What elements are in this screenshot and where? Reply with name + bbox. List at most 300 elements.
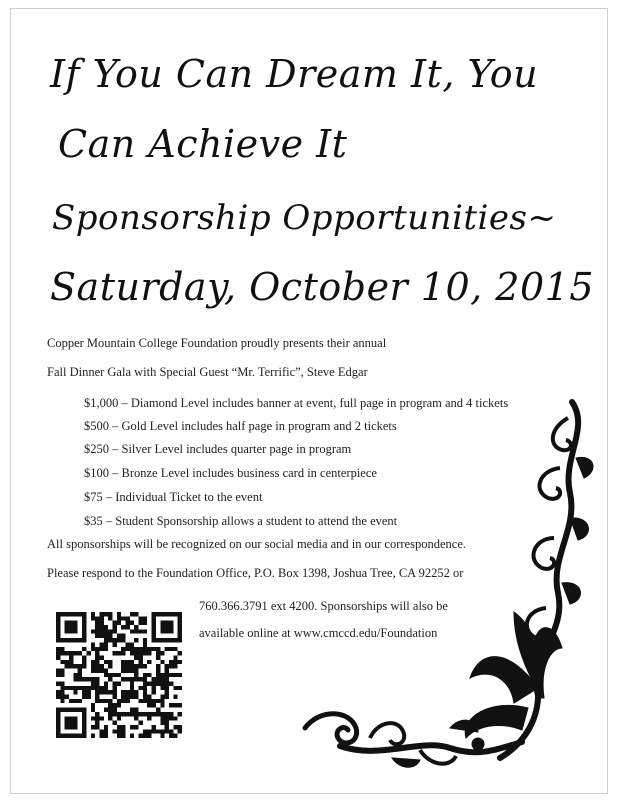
qr-module [112, 682, 116, 686]
qr-module [121, 638, 125, 642]
qr-module [130, 677, 134, 681]
qr-module [152, 729, 156, 733]
qr-module [108, 699, 112, 703]
qr-module [56, 695, 60, 699]
qr-module [78, 677, 82, 681]
qr-module [91, 725, 95, 729]
recognition-note: All sponsorships will be recognized on our social media and in our correspondence. [47, 537, 466, 551]
qr-module [99, 734, 103, 738]
qr-module [82, 677, 86, 681]
qr-module [95, 625, 99, 629]
qr-module [86, 690, 90, 694]
qr-module [130, 612, 134, 616]
qr-module [56, 690, 60, 694]
qr-module [82, 655, 86, 659]
qr-module [99, 664, 103, 668]
qr-module [169, 712, 173, 716]
qr-module [160, 703, 164, 707]
qr-module [130, 708, 134, 712]
qr-module [160, 721, 164, 725]
qr-module [165, 668, 169, 672]
qr-module [126, 616, 130, 620]
qr-module [104, 647, 108, 651]
qr-module [95, 712, 99, 716]
qr-module [108, 638, 112, 642]
qr-module [169, 734, 173, 738]
qr-module [112, 686, 116, 690]
qr-module [112, 721, 116, 725]
qr-module [173, 647, 177, 651]
level-diamond: $1,000 – Diamond Level includes banner at event, full page in program and 4 tickets [84, 396, 509, 410]
qr-module [82, 660, 86, 664]
qr-module [126, 664, 130, 668]
qr-module [117, 682, 121, 686]
qr-module [91, 682, 95, 686]
phone-note: 760.366.3791 ext 4200. Sponsorships will also be [199, 599, 448, 613]
qr-module [160, 686, 164, 690]
qr-module [121, 699, 125, 703]
qr-module [117, 634, 121, 638]
qr-module [73, 651, 77, 655]
qr-module [112, 625, 116, 629]
qr-module [134, 668, 138, 672]
qr-module [56, 647, 60, 651]
qr-module [134, 716, 138, 720]
qr-module [99, 621, 103, 625]
qr-module [65, 664, 69, 668]
qr-module [69, 664, 73, 668]
qr-module [78, 686, 82, 690]
qr-module [104, 629, 108, 633]
qr-module [139, 721, 143, 725]
qr-module [173, 716, 177, 720]
qr-module [117, 612, 121, 616]
qr-module [60, 647, 64, 651]
qr-module [165, 712, 169, 716]
qr-module [91, 642, 95, 646]
qr-module [134, 673, 138, 677]
qr-module [117, 734, 121, 738]
qr-module [139, 660, 143, 664]
level-bronze: $100 – Bronze Level includes business card in centerpiece [84, 466, 377, 480]
qr-module [130, 682, 134, 686]
qr-module [143, 729, 147, 733]
qr-module [134, 629, 138, 633]
qr-module [139, 616, 143, 620]
qr-module [56, 651, 60, 655]
qr-module [117, 699, 121, 703]
qr-module [95, 621, 99, 625]
qr-module [143, 677, 147, 681]
qr-module [178, 651, 182, 655]
qr-module [104, 642, 108, 646]
qr-module [82, 686, 86, 690]
qr-module [165, 729, 169, 733]
qr-module [139, 686, 143, 690]
level-student: $35 – Student Sponsorship allows a student to attend the event [84, 514, 398, 528]
qr-module [99, 729, 103, 733]
qr-module [117, 651, 121, 655]
ornamental-flourish-icon [300, 398, 600, 778]
qr-module [95, 725, 99, 729]
qr-module [104, 673, 108, 677]
qr-module [134, 708, 138, 712]
qr-module [95, 616, 99, 620]
qr-module [160, 699, 164, 703]
qr-module [95, 699, 99, 703]
qr-module [173, 655, 177, 659]
qr-module [160, 677, 164, 681]
qr-module [69, 699, 73, 703]
qr-module [143, 651, 147, 655]
qr-module [121, 616, 125, 620]
qr-module [165, 647, 169, 651]
qr-module [130, 629, 134, 633]
qr-module [95, 629, 99, 633]
qr-module [91, 677, 95, 681]
qr-module [152, 686, 156, 690]
qr-module [91, 708, 95, 712]
qr-module [121, 734, 125, 738]
qr-module [156, 682, 160, 686]
qr-module [126, 660, 130, 664]
event-date: Saturday, October 10, 2015 [50, 265, 595, 309]
qr-module [69, 686, 73, 690]
qr-module [156, 673, 160, 677]
headline-line-1: If You Can Dream It, You [50, 52, 539, 96]
qr-module [147, 651, 151, 655]
qr-module [121, 725, 125, 729]
qr-module [104, 682, 108, 686]
qr-module [173, 660, 177, 664]
qr-module [78, 673, 82, 677]
qr-module [104, 668, 108, 672]
qr-module [117, 725, 121, 729]
qr-module [169, 703, 173, 707]
qr-module [134, 677, 138, 681]
qr-module [143, 690, 147, 694]
qr-module [112, 629, 116, 633]
qr-module [147, 712, 151, 716]
qr-module [82, 664, 86, 668]
qr-module [147, 660, 151, 664]
qr-module [165, 716, 169, 720]
qr-module [160, 682, 164, 686]
qr-module [99, 634, 103, 638]
qr-module [121, 729, 125, 733]
qr-module [143, 621, 147, 625]
intro-line-1: Copper Mountain College Foundation proudly presents their annual [47, 336, 387, 350]
qr-module [156, 655, 160, 659]
qr-module [165, 721, 169, 725]
qr-module [121, 664, 125, 668]
qr-module [65, 695, 69, 699]
qr-module [160, 695, 164, 699]
qr-module [126, 712, 130, 716]
qr-module [104, 686, 108, 690]
qr-module [104, 729, 108, 733]
qr-module [104, 612, 108, 616]
qr-module [91, 612, 95, 616]
qr-module [156, 712, 160, 716]
qr-module [169, 729, 173, 733]
qr-module [108, 690, 112, 694]
qr-module [108, 703, 112, 707]
qr-module [156, 668, 160, 672]
qr-module [99, 686, 103, 690]
qr-module [112, 703, 116, 707]
qr-module [130, 695, 134, 699]
qr-module [121, 690, 125, 694]
qr-module [165, 695, 169, 699]
qr-module [108, 612, 112, 616]
qr-module [143, 712, 147, 716]
qr-module [126, 695, 130, 699]
qr-module [108, 708, 112, 712]
qr-module [121, 677, 125, 681]
qr-module [173, 695, 177, 699]
qr-module [173, 734, 177, 738]
qr-module [121, 651, 125, 655]
qr-module [169, 716, 173, 720]
qr-module [112, 708, 116, 712]
qr-module [139, 621, 143, 625]
qr-module [143, 642, 147, 646]
qr-module [112, 729, 116, 733]
qr-module [143, 647, 147, 651]
qr-module [173, 725, 177, 729]
qr-module [160, 716, 164, 720]
qr-module [91, 647, 95, 651]
qr-module [104, 625, 108, 629]
qr-module [121, 660, 125, 664]
qr-module [147, 647, 151, 651]
qr-code-icon[interactable] [56, 612, 182, 738]
qr-module [73, 664, 77, 668]
qr-module [112, 673, 116, 677]
qr-module [99, 668, 103, 672]
qr-module [169, 664, 173, 668]
qr-module [73, 677, 77, 681]
qr-module [143, 734, 147, 738]
qr-module [143, 664, 147, 668]
qr-module [160, 712, 164, 716]
qr-module [126, 621, 130, 625]
qr-module [139, 699, 143, 703]
qr-module [156, 677, 160, 681]
qr-module [91, 703, 95, 707]
qr-module [108, 716, 112, 720]
qr-module [95, 634, 99, 638]
qr-module [78, 664, 82, 668]
qr-module [60, 699, 64, 703]
level-individual: $75 – Individual Ticket to the event [84, 490, 263, 504]
qr-module [126, 699, 130, 703]
qr-module [112, 642, 116, 646]
qr-module [56, 682, 60, 686]
qr-module [86, 686, 90, 690]
qr-module [112, 621, 116, 625]
qr-module [143, 616, 147, 620]
qr-module [117, 729, 121, 733]
qr-module [130, 664, 134, 668]
qr-module [139, 734, 143, 738]
qr-module [130, 725, 134, 729]
qr-module [126, 677, 130, 681]
qr-module [156, 647, 160, 651]
qr-module [78, 651, 82, 655]
qr-module [134, 712, 138, 716]
qr-module [121, 634, 125, 638]
qr-module [91, 716, 95, 720]
qr-module [143, 673, 147, 677]
qr-module [104, 638, 108, 642]
qr-module [60, 686, 64, 690]
qr-module [95, 651, 99, 655]
qr-module [104, 725, 108, 729]
qr-module [95, 716, 99, 720]
qr-module [165, 677, 169, 681]
qr-module [152, 699, 156, 703]
qr-module [134, 655, 138, 659]
qr-module [121, 695, 125, 699]
qr-module [130, 642, 134, 646]
qr-module [99, 690, 103, 694]
qr-module [139, 664, 143, 668]
qr-module [60, 682, 64, 686]
qr-module [178, 686, 182, 690]
qr-module [99, 642, 103, 646]
qr-module [130, 660, 134, 664]
qr-module [152, 690, 156, 694]
qr-module [91, 686, 95, 690]
qr-module [130, 686, 134, 690]
qr-module [112, 695, 116, 699]
qr-module [134, 695, 138, 699]
qr-module [99, 612, 103, 616]
qr-module [165, 690, 169, 694]
qr-module [160, 651, 164, 655]
qr-module [108, 677, 112, 681]
qr-module [82, 695, 86, 699]
online-text: available online at www.cmccd.edu/Foundation [199, 626, 438, 640]
qr-module [95, 664, 99, 668]
qr-module [95, 690, 99, 694]
qr-module [126, 642, 130, 646]
qr-module [82, 647, 86, 651]
qr-module [152, 677, 156, 681]
qr-module [104, 634, 108, 638]
qr-module [99, 655, 103, 659]
qr-module [86, 695, 90, 699]
subtitle: Sponsorship Opportunities~ [52, 198, 557, 238]
qr-module [91, 616, 95, 620]
qr-module [91, 734, 95, 738]
qr-module [73, 686, 77, 690]
qr-module [108, 664, 112, 668]
qr-module [178, 725, 182, 729]
qr-module [95, 686, 99, 690]
qr-module [56, 655, 60, 659]
qr-module [108, 673, 112, 677]
qr-module [156, 699, 160, 703]
qr-module [99, 616, 103, 620]
qr-module [121, 647, 125, 651]
qr-module [156, 708, 160, 712]
qr-module [82, 690, 86, 694]
qr-module [178, 673, 182, 677]
qr-module [147, 734, 151, 738]
qr-module [86, 677, 90, 681]
qr-module [73, 699, 77, 703]
qr-module [156, 664, 160, 668]
qr-module [169, 647, 173, 651]
headline-line-2: Can Achieve It [58, 122, 348, 166]
qr-module [134, 612, 138, 616]
qr-module [173, 664, 177, 668]
qr-module [95, 647, 99, 651]
qr-module [156, 651, 160, 655]
qr-module [121, 712, 125, 716]
qr-module [60, 690, 64, 694]
qr-module [95, 677, 99, 681]
qr-module [95, 668, 99, 672]
qr-module [56, 673, 60, 677]
qr-module [121, 668, 125, 672]
qr-module [117, 716, 121, 720]
qr-module [117, 703, 121, 707]
qr-module [139, 629, 143, 633]
qr-module [112, 712, 116, 716]
qr-module [173, 673, 177, 677]
qr-module [147, 703, 151, 707]
qr-module [152, 682, 156, 686]
qr-module [165, 673, 169, 677]
qr-module [104, 690, 108, 694]
qr-module [143, 686, 147, 690]
qr-module [91, 660, 95, 664]
qr-module [112, 690, 116, 694]
qr-module [73, 690, 77, 694]
qr-module [69, 660, 73, 664]
qr-module [147, 695, 151, 699]
qr-module [65, 651, 69, 655]
qr-module [126, 625, 130, 629]
qr-module [139, 712, 143, 716]
qr-module [169, 673, 173, 677]
qr-module [112, 651, 116, 655]
qr-module [99, 629, 103, 633]
qr-module [112, 638, 116, 642]
qr-module [139, 677, 143, 681]
qr-module [56, 668, 60, 672]
qr-module [134, 651, 138, 655]
qr-module [95, 660, 99, 664]
qr-module [178, 660, 182, 664]
qr-module [165, 725, 169, 729]
level-gold: $500 – Gold Level includes half page in program and 2 tickets [84, 419, 397, 433]
qr-module [165, 682, 169, 686]
qr-module [178, 729, 182, 733]
qr-module [130, 651, 134, 655]
qr-module [152, 703, 156, 707]
qr-module [130, 668, 134, 672]
qr-module [156, 729, 160, 733]
qr-module [139, 655, 143, 659]
qr-module [126, 690, 130, 694]
qr-module [126, 668, 130, 672]
qr-module [104, 660, 108, 664]
